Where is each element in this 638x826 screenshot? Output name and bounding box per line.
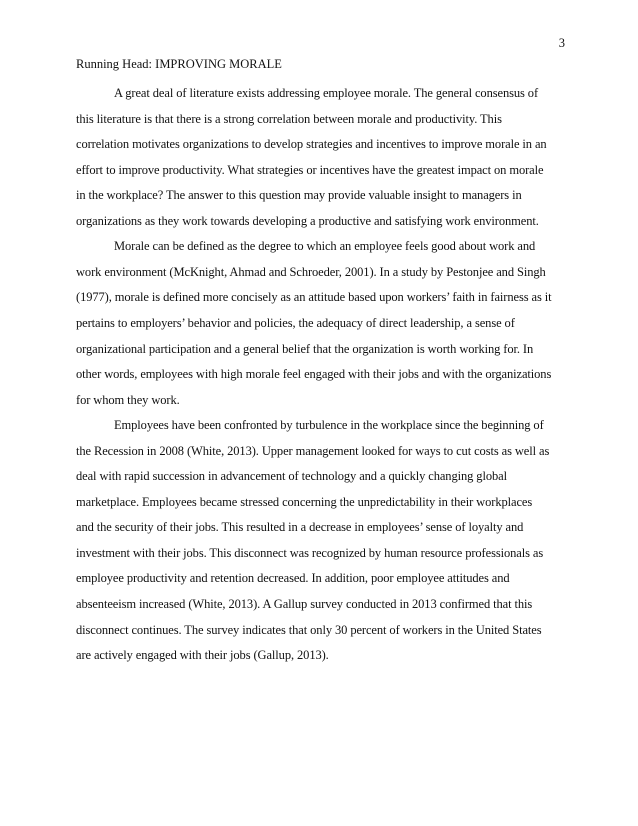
paragraph-line: this literature is that there is a strong correlation between morale and productivity. This [76,111,502,126]
paragraph-line: organizational participation and a general belief that the organization is worth working for. In [76,341,534,356]
paragraph-line: in the workplace? The answer to this question may provide valuable insight to managers in [76,188,522,203]
paragraph-line: for whom they work. [76,392,180,407]
paragraph-line: organizations as they work towards developing a productive and satisfying work environment. [76,213,539,228]
paragraph-line: work environment (McKnight, Ahmad and Schroeder, 2001). In a study by Pestonjee and Singh [76,264,546,279]
paragraph-first-line: Employees have been confronted by turbulence in the workplace since the beginning of [114,418,544,433]
paragraph-line: the Recession in 2008 (White, 2013). Upper management looked for ways to cut costs as well as [76,443,550,458]
paragraph-line: deal with rapid succession in advancement of technology and a quickly changing global [76,469,507,484]
paragraph-first-line: Morale can be defined as the degree to which an employee feels good about work and [114,239,536,254]
paragraph-line: and the security of their jobs. This resulted in a decrease in employees’ sense of loyalty and [76,520,524,535]
paragraph-line: investment with their jobs. This disconnect was recognized by human resource professionals as [76,545,544,560]
paragraph-line: effort to improve productivity. What strategies or incentives have the greatest impact on morale [76,162,544,177]
paragraph-line: correlation motivates organizations to develop strategies and incentives to improve morale in an [76,137,547,152]
running-head: Running Head: IMPROVING MORALE [76,57,282,71]
page-number: 3 [558,36,565,50]
paragraph-line: employee productivity and retention decreased. In addition, poor employee attitudes and [76,571,510,586]
paragraph-line: absenteeism increased (White, 2013). A Gallup survey conducted in 2013 confirmed that this [76,597,533,611]
paragraph-line: pertains to employers’ behavior and policies, the adequacy of direct leadership, a sense of [76,315,515,330]
paragraph-line: are actively engaged with their jobs (Gallup, 2013). [76,648,329,663]
paragraph-line: other words, employees with high morale feel engaged with their jobs and with the organizations [76,367,552,382]
paragraph-line: marketplace. Employees became stressed concerning the unpredictability in their workplaces [76,494,533,509]
paragraph-line: (1977), morale is defined more concisely as an attitude based upon workers’ faith in fairness as it [76,290,552,305]
paragraph-line: disconnect continues. The survey indicates that only 30 percent of workers in the United States [76,622,542,637]
paragraph-first-line: A great deal of literature exists addressing employee morale. The general consensus of [114,86,539,100]
